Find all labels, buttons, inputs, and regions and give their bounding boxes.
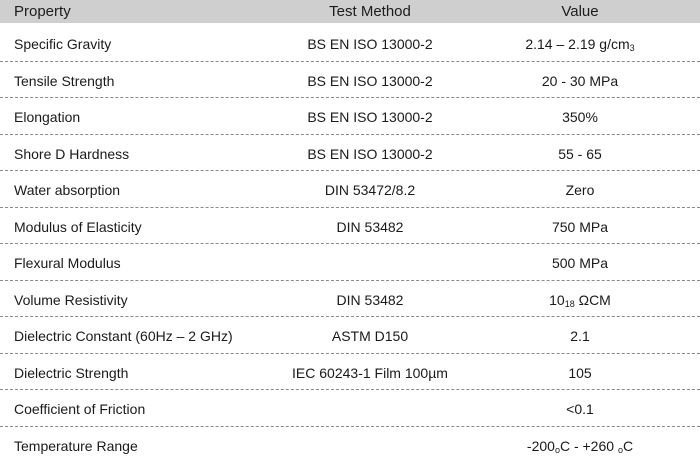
method-cell: DIN 53472/8.2 (324, 182, 416, 198)
table-row (0, 427, 700, 464)
value-cell: <0.1 (566, 401, 594, 417)
method-cell: BS EN ISO 13000-2 (307, 109, 433, 125)
table-row (0, 281, 700, 318)
property-cell: Modulus of Elasticity (14, 218, 142, 235)
value-cell: 750 MPa (551, 218, 609, 235)
value-cell: 105 (568, 364, 592, 381)
method-cell: BS EN ISO 13000-2 (307, 145, 433, 162)
property-cell: Tensile Strength (14, 72, 115, 89)
value-cell: 20 - 30 MPa (541, 72, 619, 89)
table-body (0, 25, 700, 463)
table-row (0, 390, 700, 427)
table-row (0, 317, 700, 354)
value-cell: 2.1 (570, 328, 590, 344)
table-header (0, 0, 700, 23)
table-row (0, 244, 700, 281)
property-cell: Elongation (14, 109, 81, 125)
method-cell: DIN 53482 (336, 291, 404, 308)
header-property: Property (14, 3, 71, 20)
table-row (0, 98, 700, 135)
table-row (0, 354, 700, 391)
value-cell: 350% (562, 109, 598, 125)
value-cell: $10_{18}$ ΩCM (549, 291, 611, 309)
value-cell: 55 - 65 (558, 145, 602, 162)
value-cell: Zero (565, 182, 595, 198)
table-row (0, 135, 700, 172)
method-cell: DIN 53482 (336, 218, 404, 235)
value-cell: 500 MPa (551, 255, 609, 271)
header-test-method: Test Method (329, 3, 411, 20)
property-cell: Water absorption (14, 182, 121, 198)
header-value: Value (561, 3, 599, 20)
table-row (0, 171, 700, 208)
property-cell: Volume Resistivity (14, 291, 128, 308)
value-cell: $-200_oC - +260$ $_o$C (526, 437, 634, 455)
method-cell: IEC 60243-1 Film 100µm (292, 364, 448, 381)
property-cell: Specific Gravity (14, 36, 112, 52)
table-row (0, 208, 700, 245)
method-cell (255, 427, 485, 464)
value-cell: 2.14 – 2.19 $g/cm_3$ (525, 36, 635, 53)
method-cell: ASTM D150 (331, 328, 409, 344)
table-row (0, 62, 700, 99)
property-cell: Shore D Hardness (14, 145, 130, 162)
table-row (0, 25, 700, 62)
method-cell: BS EN ISO 13000-2 (307, 36, 433, 52)
property-cell: Dielectric Constant (60Hz – 2 GHz) (14, 328, 233, 344)
property-cell: Coefficient of Friction (14, 401, 146, 417)
method-cell (255, 390, 485, 427)
method-cell: BS EN ISO 13000-2 (307, 72, 433, 89)
property-cell: Dielectric Strength (14, 364, 129, 381)
method-cell (255, 244, 485, 281)
property-cell: Flexural Modulus (14, 255, 121, 271)
property-cell: Temperature Range (14, 437, 138, 454)
